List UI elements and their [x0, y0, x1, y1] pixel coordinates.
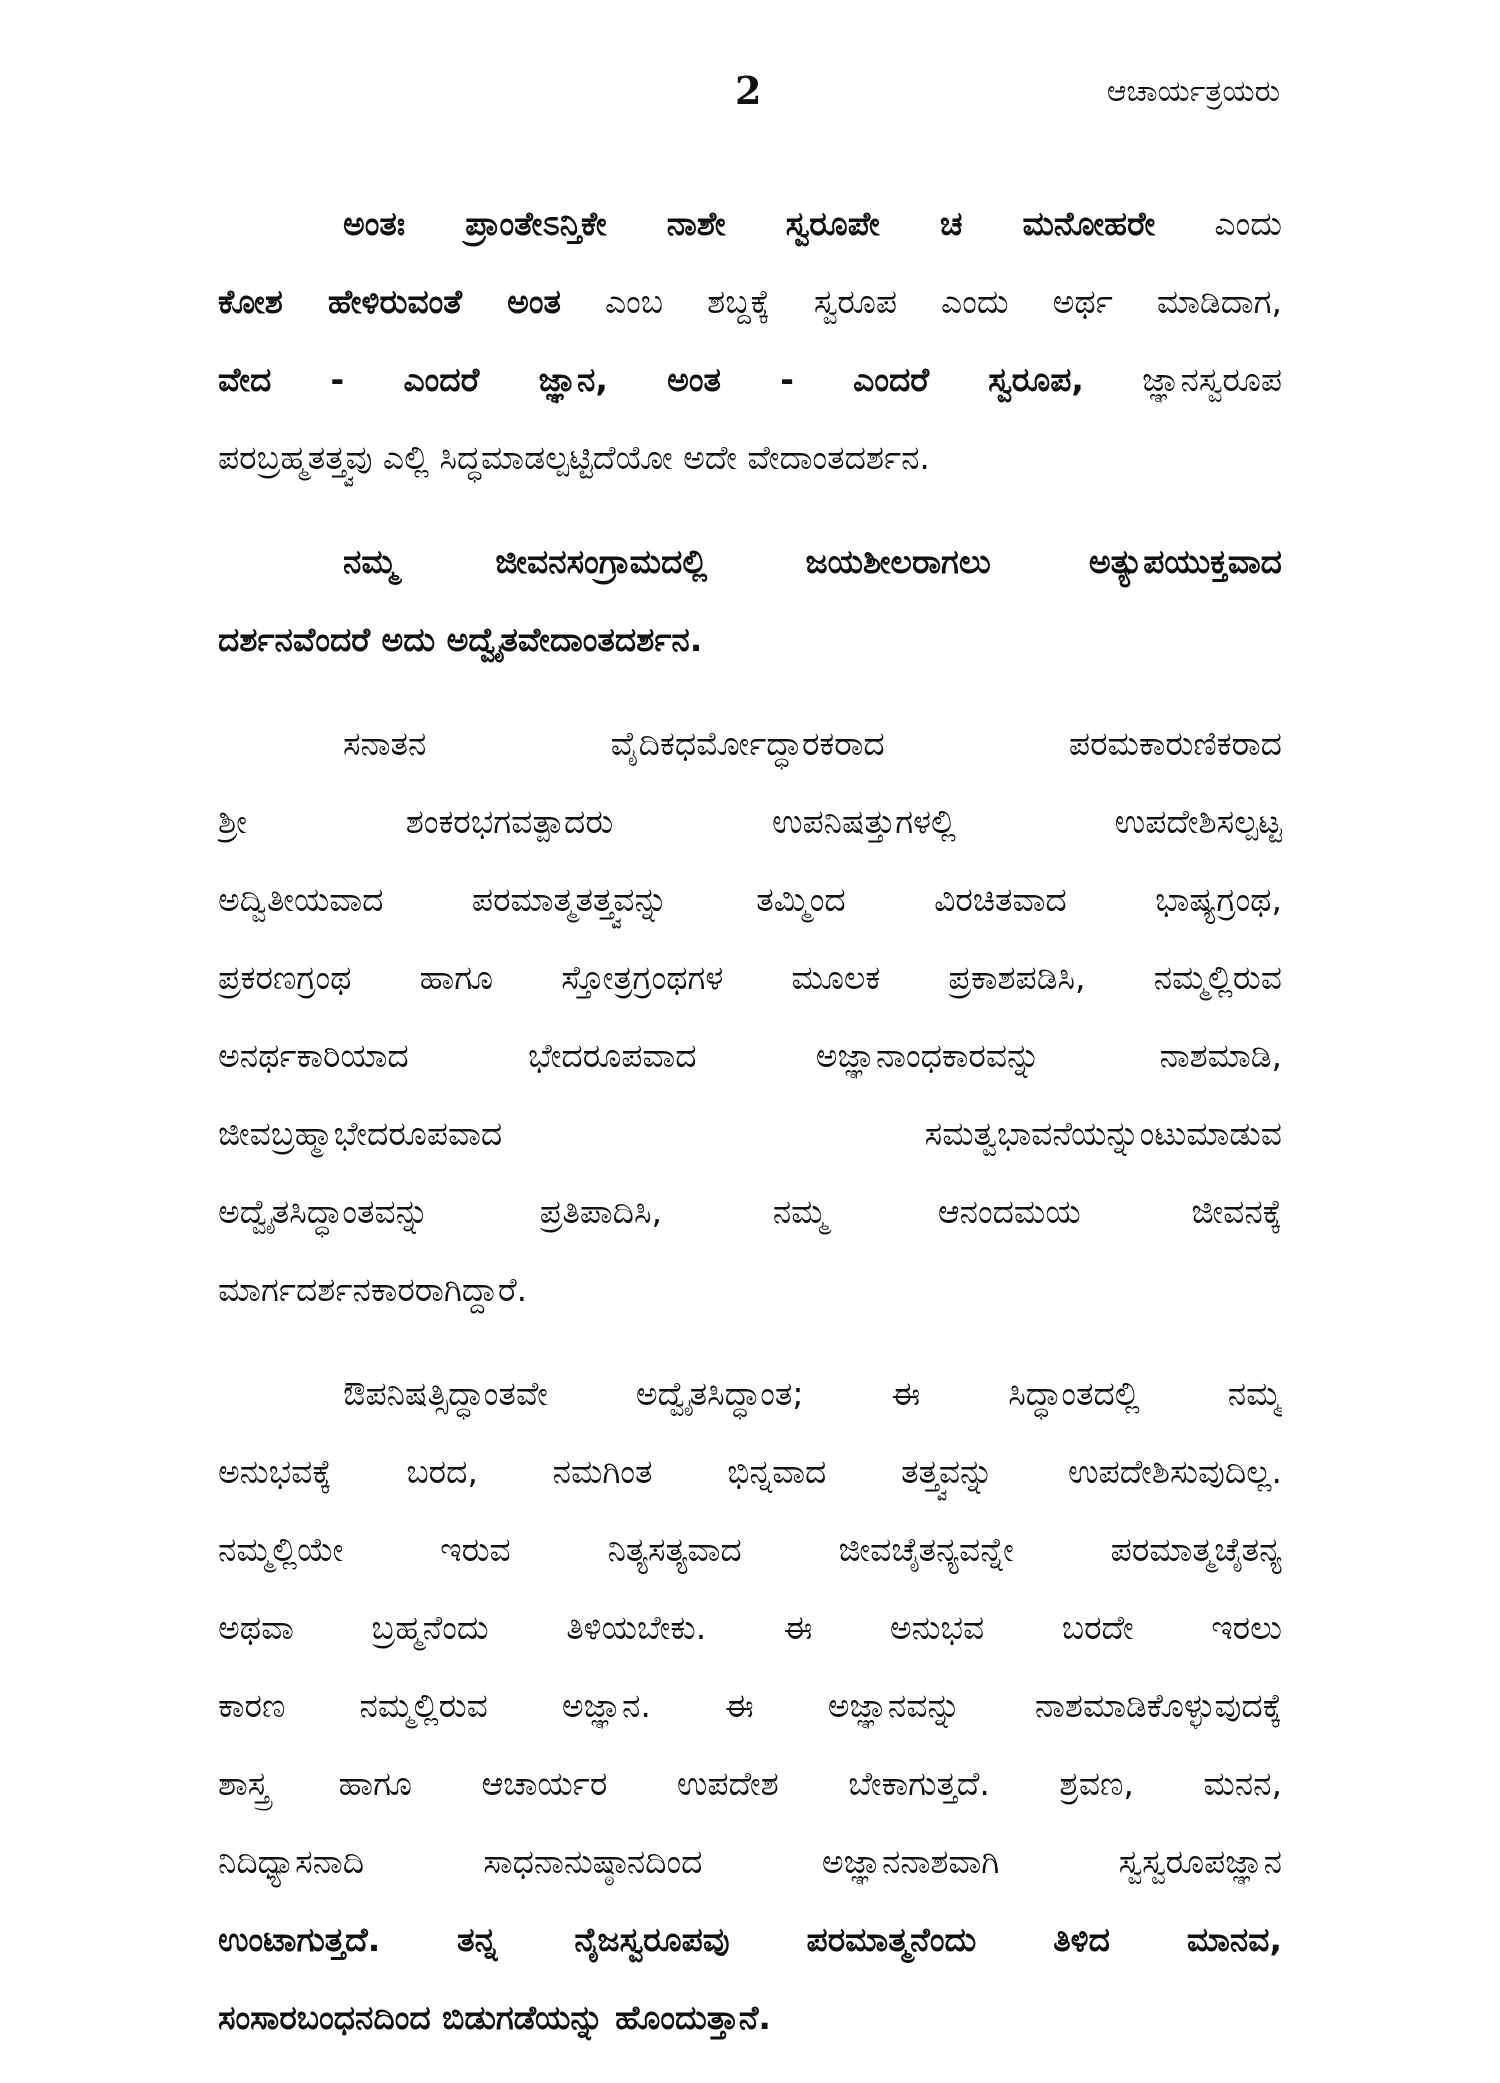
- text-line: ಶಾಸ್ತ್ರ ಹಾಗೂ ಆಚಾರ್ಯರ ಉಪದೇಶ ಬೇಕಾಗುತ್ತದೆ. ಶ್ರವಣ, ಮನನ,: [218, 1764, 1282, 1803]
- text-line: ಅಥವಾ ಬ್ರಹ್ಮನೆಂದು ತಿಳಿಯಬೇಕು. ಈ ಅನುಭವ ಬರದೇ ಇರಲು: [218, 1608, 1282, 1647]
- line-text: ಪರಬ್ರಹ್ಮತತ್ತ್ವವು ಎಲ್ಲಿ ಸಿದ್ಧಮಾಡಲ್ಪಟ್ಟಿದೆಯೋ ಅದೇ ವೇದಾಂತದರ್ಶನ.: [218, 438, 930, 477]
- text-line: ಅದ್ವಿತೀಯವಾದ ಪರಮಾತ್ಮತತ್ತ್ವವನ್ನು ತಮ್ಮಿಂದ ವಿರಚಿತವಾದ ಭಾಷ್ಯಗ್ರಂಥ,: [218, 880, 1282, 919]
- text-line: ಕಾರಣ ನಮ್ಮಲ್ಲಿರುವ ಅಜ್ಞಾನ. ಈ ಅಜ್ಞಾನವನ್ನು ನಾಶಮಾಡಿಕೊಳ್ಳುವುದಕ್ಕೆ: [218, 1686, 1282, 1725]
- text-line: ಶ್ರೀ ಶಂಕರಭಗವತ್ಪಾದರು ಉಪನಿಷತ್ತುಗಳಲ್ಲಿ ಉಪದೇಶಿಸಲ್ಪಟ್ಟ: [218, 802, 1282, 841]
- text-line: ಸಂಸಾರಬಂಧನದಿಂದ ಬಿಡುಗಡೆಯನ್ನು ಹೊಂದುತ್ತಾನೆ.: [218, 1998, 771, 2037]
- text-line: ಅದ್ವೈತಸಿದ್ಧಾಂತವನ್ನು ಪ್ರತಿಪಾದಿಸಿ, ನಮ್ಮ ಆನಂದಮಯ ಜೀವನಕ್ಕೆ: [218, 1192, 1282, 1231]
- text-line: [218, 341, 1282, 419]
- text-line: ನಿದಿಧ್ಯಾಸನಾದಿ ಸಾಧನಾನುಷ್ಠಾನದಿಂದ ಅಜ್ಞಾನನಾಶವಾಗಿ ಸ್ವಸ್ವರೂಪಜ್ಞಾನ: [218, 1842, 1282, 1881]
- bold-text: ದರ್ಶನವೆಂದರೆ ಅದು ಅದ್ವೈತವೇದಾಂತದರ್ಶನ.: [218, 620, 703, 659]
- text-line: [218, 601, 1282, 679]
- text-line: ಅನರ್ಥಕಾರಿಯಾದ ಭೇದರೂಪವಾದ ಅಜ್ಞಾನಾಂಧಕಾರವನ್ನು ನಾಶಮಾಡಿ,: [218, 1036, 1282, 1075]
- paragraph-2: [218, 523, 1282, 679]
- page-number: 2: [735, 68, 762, 113]
- page-body: [218, 185, 1282, 2083]
- text-line: ಜೀವಬ್ರಹ್ಮಾಭೇದರೂಪವಾದ ಸಮತ್ವಭಾವನೆಯನ್ನುಂಟುಮಾಡುವ: [218, 1114, 1282, 1153]
- text-line: ಸನಾತನ ವೈದಿಕಧರ್ಮೋದ್ಧಾರಕರಾದ ಪರಮಕಾರುಣಿಕರಾದ: [343, 724, 1282, 763]
- text-line: [218, 263, 1282, 341]
- text-line: [218, 185, 1282, 263]
- text-line: ನಮ್ಮಲ್ಲಿಯೇ ಇರುವ ನಿತ್ಯಸತ್ಯವಾದ ಜೀವಚೈತನ್ಯವನ್ನೇ ಪರಮಾತ್ಮಚೈತನ್ಯ: [218, 1530, 1282, 1569]
- line-text: ಎಂಬ ಶಬ್ದಕ್ಕೆ ಸ್ವರೂಪ ಎಂದು ಅರ್ಥ ಮಾಡಿದಾಗ,: [560, 282, 1282, 321]
- paragraph-1: [218, 185, 1282, 497]
- text-line: [218, 523, 1282, 601]
- text-line: ಅನುಭವಕ್ಕೆ ಬರದ, ನಮಗಿಂತ ಭಿನ್ನವಾದ ತತ್ತ್ವವನ್ನು ಉಪದೇಶಿಸುವುದಿಲ್ಲ.: [218, 1452, 1282, 1491]
- text-line: ಪ್ರಕರಣಗ್ರಂಥ ಹಾಗೂ ಸ್ತೋತ್ರಗ್ರಂಥಗಳ ಮೂಲಕ ಪ್ರಕಾಶಪಡಿಸಿ, ನಮ್ಮಲ್ಲಿರುವ: [218, 958, 1282, 997]
- running-title: ಆಚಾರ್ಯತ್ರಯರು: [1106, 74, 1280, 109]
- bold-text: ಕೋಶ ಹೇಳಿರುವಂತೆ ಅಂತ: [218, 282, 561, 321]
- page-header: [0, 68, 1500, 128]
- text-line: ಉಂಟಾಗುತ್ತದೆ. ತನ್ನ ನೈಜಸ್ವರೂಪವು ಪರಮಾತ್ಮನೆಂದು ತಿಳಿದ ಮಾನವ,: [218, 1920, 1282, 1959]
- text-line: ಮಾರ್ಗದರ್ಶನಕಾರರಾಗಿದ್ದಾರೆ.: [218, 1270, 528, 1309]
- bold-text: ವೇದ - ಎಂದರೆ ಜ್ಞಾನ, ಅಂತ - ಎಂದರೆ ಸ್ವರೂಪ,: [218, 360, 1084, 399]
- bold-text: ನಮ್ಮ ಜೀವನಸಂಗ್ರಾಮದಲ್ಲಿ ಜಯಶೀಲರಾಗಲು ಅತ್ಯುಪಯುಕ್ತವಾದ: [343, 542, 1282, 581]
- bold-text: ಅಂತಃ ಪ್ರಾಂತೇಽನ್ತಿಕೇ ನಾಶೇ ಸ್ವರೂಪೇ ಚ ಮನೋಹರೇ: [343, 204, 1156, 243]
- paragraph-3: [218, 705, 1282, 1329]
- line-text: ಎಂದು: [1155, 204, 1282, 243]
- text-line: [218, 419, 1282, 497]
- paragraph-4: [218, 1355, 1282, 2057]
- line-text: ಜ್ಞಾನಸ್ವರೂಪ: [1083, 360, 1282, 399]
- text-line: ಔಪನಿಷತ್ಸಿದ್ಧಾಂತವೇ ಅದ್ವೈತಸಿದ್ಧಾಂತ; ಈ ಸಿದ್ಧಾಂತದಲ್ಲಿ ನಮ್ಮ: [343, 1374, 1282, 1413]
